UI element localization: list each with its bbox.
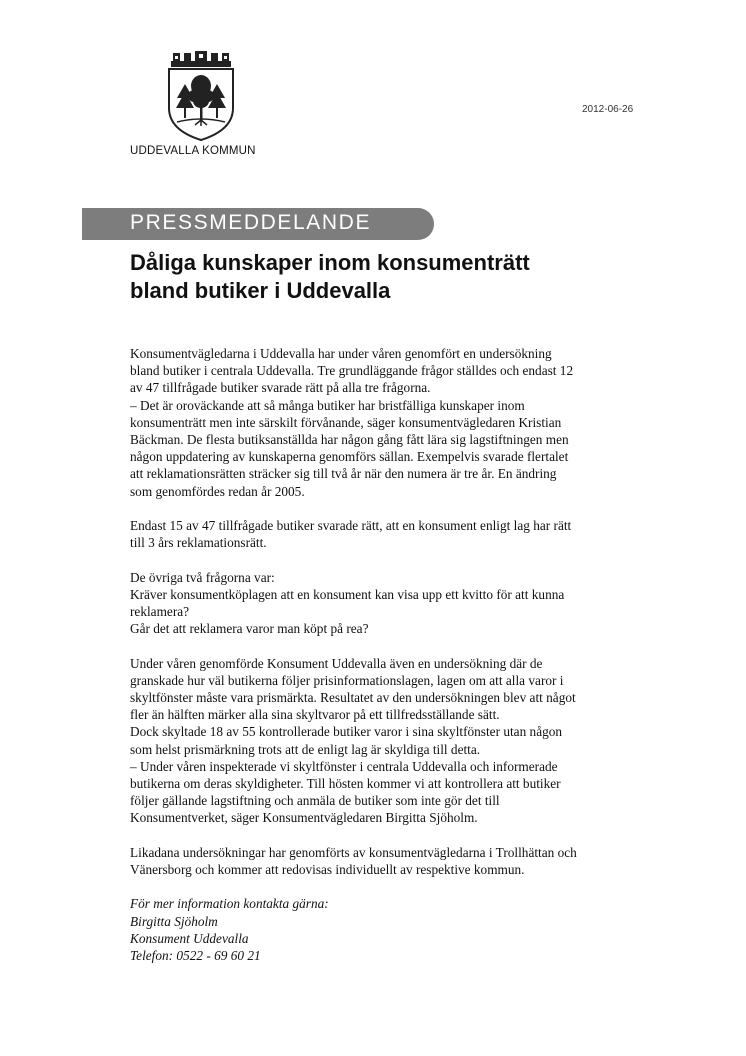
text-line: Endast 15 av 47 tillfrågade butiker svarade rätt, att en konsument enligt lag har rätt (130, 518, 572, 534)
text-line: Under våren genomförde Konsument Uddevalla även en undersökning där de (130, 655, 543, 671)
paragraph-questions (130, 569, 650, 638)
text-line: Vänersborg och kommer att redovisas individuellt av respektive kommun. (130, 862, 525, 878)
text-line: Dock skyltade 18 av 55 kontrollerade butiker varor i sina skyltfönster utan någon (130, 724, 563, 740)
press-release-banner (82, 208, 434, 240)
text-line: reklamera? (130, 604, 190, 620)
text-line: granskade hur väl butikerna följer prisinformationslagen, lagen om att alla varor i (130, 672, 564, 688)
banner-label: PRESSMEDDELANDE (130, 211, 372, 234)
contact-phone: Telefon: 0522 - 69 60 21 (130, 948, 261, 964)
text-line: fler än hälften märker alla sina skyltvaror på ett tillfredsställande sätt. (130, 707, 500, 723)
contact-block (130, 895, 650, 964)
text-line: Konsumentverket, säger Konsumentvägledaren Birgitta Sjöholm. (130, 810, 478, 826)
text-line: konsumenträtt men inte särskilt förvånande, säger konsumentvägledaren Kristian (130, 414, 562, 430)
text-line: att reklamationsrätten sträcker sig till två år när den numera är tre år. En ändring (130, 466, 557, 482)
text-line: butikerna om deras skyldigheter. Till hösten kommer vi att kontrollera att butiker (130, 776, 561, 792)
text-line: Kräver konsumentköplagen att en konsument kan visa upp ett kvitto för att kunna (130, 586, 565, 602)
text-line: – Det är oroväckande att så många butiker har bristfälliga kunskaper inom (130, 397, 525, 413)
article-body (130, 345, 650, 964)
text-line: som helst prismärkning trots att de enligt lag är skyldiga till detta. (130, 741, 481, 757)
contact-name: Birgitta Sjöholm (130, 913, 218, 929)
text-line: någon uppdatering av kunskaperna genomförs sällan. Exempelvis svarade flertalet (130, 449, 569, 465)
press-release-date: 2012-06-26 (582, 104, 634, 115)
text-line: av 47 tillfrågade butiker svarade rätt på alla tre frågorna. (130, 380, 431, 396)
text-line: Konsumentvägledarna i Uddevalla har under våren genomfört en undersökning (130, 346, 552, 361)
paragraph-result (130, 517, 650, 551)
organization-name: UDDEVALLA KOMMUN (130, 145, 256, 157)
text-line: bland butiker i centrala Uddevalla. Tre grundläggande frågor ställdes och endast 12 (130, 363, 574, 379)
text-line: Bäckman. De flesta butiksanställda har någon gång fått lära sig lagstiftningen men (130, 432, 569, 448)
text-line: följer gällande lagstiftning och anmäla de butiker som inte gör det till (130, 793, 500, 809)
coat-of-arms-icon (163, 50, 239, 142)
text-line: De övriga två frågorna var: (130, 569, 275, 585)
paragraph-other-municipalities (130, 844, 650, 878)
text-line: skyltfönster måste vara prismärkta. Resultatet av den undersökningen blev att något (130, 690, 576, 706)
text-line: som genomfördes redan år 2005. (130, 483, 305, 499)
contact-office: Konsument Uddevalla (130, 930, 249, 946)
contact-intro: För mer information kontakta gärna: (130, 896, 329, 912)
text-line: till 3 års reklamationsrätt. (130, 535, 267, 551)
text-line: – Under våren inspekterade vi skyltfönster i centrala Uddevalla och informerade (130, 758, 558, 774)
paragraph-price-labeling (130, 655, 650, 827)
headline-line: bland butiker i Uddevalla (130, 278, 391, 303)
paragraph-intro (130, 345, 650, 500)
text-line: Går det att reklamera varor man köpt på rea? (130, 621, 369, 637)
headline (130, 249, 650, 305)
headline-line: Dåliga kunskaper inom konsumenträtt (130, 250, 530, 275)
text-line: Likadana undersökningar har genomförts av konsumentvägledarna i Trollhättan och (130, 844, 577, 860)
